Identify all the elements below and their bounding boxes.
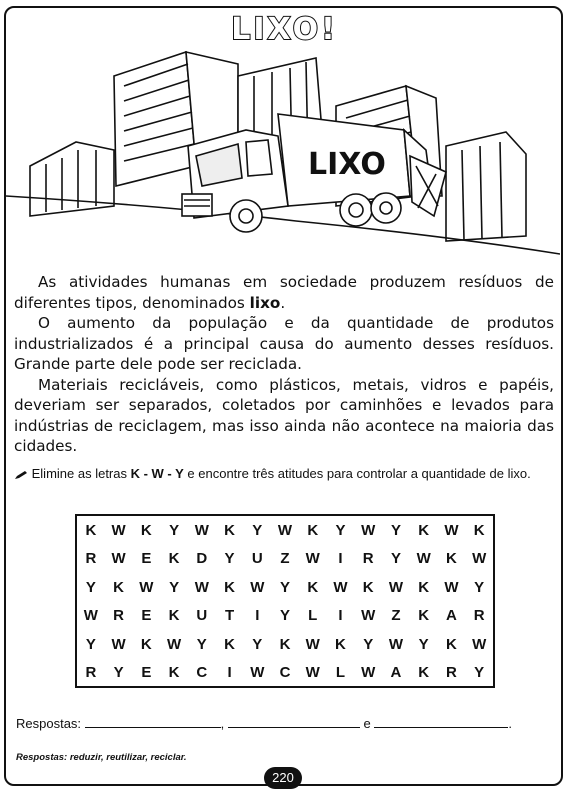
grid-letter: W <box>472 550 487 568</box>
grid-letter: W <box>166 635 182 653</box>
grid-letter: R <box>85 664 97 682</box>
grid-letter: W <box>388 578 404 596</box>
page-title: LIXO! <box>231 12 338 47</box>
grid-letter: Y <box>474 664 485 682</box>
grid-letter: K <box>224 578 235 596</box>
grid-letter: R <box>113 607 125 625</box>
grid-letter: R <box>445 664 457 682</box>
grid-letter: D <box>196 550 208 568</box>
page-number: 220 <box>264 767 302 789</box>
grid-letter: E <box>141 664 152 682</box>
grid-letter: R <box>85 550 97 568</box>
grid-letter: W <box>361 664 376 682</box>
grid-letter: Y <box>280 578 291 596</box>
grid-letter: C <box>279 664 291 682</box>
grid-letter: Y <box>169 521 180 539</box>
grid-letter: W <box>139 578 154 596</box>
answer-field-2[interactable] <box>228 726 360 728</box>
paragraph-2: O aumento da população e da quantidade de produtos industrializados é a principal causa do aumento desses resíduos. Grande parte dele pode ser reciclada. <box>14 314 554 373</box>
grid-letter: Y <box>418 635 429 653</box>
grid-letter: K <box>445 635 457 653</box>
grid-letter: W <box>111 635 126 653</box>
grid-row <box>77 630 493 659</box>
grid-row <box>77 573 493 602</box>
grid-letter: K <box>473 521 485 539</box>
grid-letter: K <box>335 635 346 653</box>
answers-label: Respostas: <box>16 716 82 731</box>
grid-letter: Y <box>252 521 263 539</box>
grid-letter: L <box>308 607 318 625</box>
grid-letter: Y <box>363 635 374 653</box>
grid-letter: E <box>141 607 152 625</box>
grid-letter: U <box>196 607 208 625</box>
grid-letter: W <box>305 664 320 682</box>
grid-letter: Y <box>85 635 96 653</box>
answer-field-1[interactable] <box>85 726 221 728</box>
grid-letter: W <box>111 550 126 568</box>
garbage-truck-city-illustration <box>6 46 560 258</box>
answer-conjunction: e <box>363 716 371 731</box>
grid-letter: Y <box>280 607 291 625</box>
grid-letter: U <box>251 550 263 568</box>
grid-letter: W <box>305 635 320 653</box>
grid-letter: W <box>472 635 487 653</box>
grid-letter: K <box>224 521 235 539</box>
grid-letter: Y <box>224 550 235 568</box>
grid-letter: K <box>168 550 180 568</box>
grid-letter: I <box>338 607 343 625</box>
grid-letter: Z <box>280 550 290 568</box>
answer-separator: , <box>220 716 225 731</box>
grid-letter: E <box>141 550 152 568</box>
paragraph-1-bold: lixo <box>249 293 281 312</box>
grid-letter: W <box>305 550 320 568</box>
paragraph-1-text: As atividades humanas em sociedade produzem resíduos de diferentes tipos, denominados <box>14 273 554 312</box>
grid-letter: W <box>333 578 348 596</box>
grid-letter: W <box>194 578 209 596</box>
grid-letter: Y <box>474 578 485 596</box>
grid-letter: K <box>113 578 125 596</box>
grid-letter: K <box>418 607 430 625</box>
grid-letter: Y <box>113 664 124 682</box>
grid-letter: Y <box>335 521 346 539</box>
grid-letter: Y <box>169 578 180 596</box>
answer-key: Respostas: reduzir, reutilizar, reciclar. <box>16 752 187 763</box>
grid-letter: R <box>473 607 485 625</box>
grid-letter: W <box>277 521 293 539</box>
instruction-text-end: e encontre três atitudes para controlar a quantidade de lixo. <box>183 466 531 481</box>
grid-letter: K <box>307 578 319 596</box>
grid-letter: K <box>418 521 430 539</box>
grid-letter: K <box>418 664 430 682</box>
grid-letter: C <box>196 664 208 682</box>
answers-line <box>16 716 556 731</box>
instruction <box>14 465 554 482</box>
letter-grid <box>75 514 495 688</box>
grid-letter: K <box>224 635 235 653</box>
grid-letter: K <box>445 550 457 568</box>
intro-text <box>14 272 554 457</box>
grid-row <box>77 545 493 574</box>
paragraph-1 <box>14 272 554 313</box>
paragraph-3: Materiais recicláveis, como plásticos, metais, vidros e papéis, deveriam ser separados, coletados por caminhões e levados para indústrias de reciclagem, mas isso ainda não acontece na maioria das cidades. <box>14 375 554 455</box>
grid-letter: W <box>444 521 459 539</box>
grid-letter: Y <box>390 550 401 568</box>
grid-letter: K <box>307 521 319 539</box>
grid-row <box>77 659 493 688</box>
grid-letter: K <box>279 635 291 653</box>
grid-row <box>77 602 493 631</box>
grid-letter: T <box>224 607 235 625</box>
grid-letter: K <box>85 521 97 539</box>
grid-letter: W <box>361 607 376 625</box>
pencil-icon <box>14 470 28 480</box>
grid-letter: L <box>335 664 346 682</box>
grid-letter: A <box>445 607 457 625</box>
answer-field-3[interactable] <box>374 726 508 728</box>
grid-letter: K <box>140 521 152 539</box>
grid-letter: Z <box>391 607 401 625</box>
grid-letter: Y <box>252 635 263 653</box>
paragraph-1-end: . <box>280 293 286 312</box>
grid-letter: W <box>444 578 459 596</box>
truck-label: LIXO <box>308 147 386 182</box>
grid-letter: W <box>194 521 209 539</box>
answer-end: . <box>508 716 513 731</box>
grid-letter: W <box>111 521 126 539</box>
instruction-text: Elimine as letras <box>31 466 131 481</box>
grid-row <box>77 516 493 545</box>
grid-letter: R <box>362 550 374 568</box>
grid-letter: W <box>361 521 376 539</box>
grid-letter: K <box>418 578 430 596</box>
grid-letter: W <box>250 578 265 596</box>
grid-letter: K <box>168 607 180 625</box>
grid-letter: W <box>250 664 265 682</box>
grid-letter: I <box>227 664 232 682</box>
grid-letter: I <box>338 550 343 568</box>
grid-letter: W <box>416 550 431 568</box>
grid-letter: Y <box>196 635 207 653</box>
grid-letter: Y <box>390 521 401 539</box>
grid-letter: W <box>388 635 404 653</box>
grid-letter: K <box>168 664 180 682</box>
grid-letter: A <box>390 664 402 682</box>
grid-letter: K <box>140 635 152 653</box>
grid-letter: K <box>362 578 374 596</box>
grid-letter: Y <box>85 578 96 596</box>
grid-letter: I <box>255 607 260 625</box>
grid-letter: W <box>83 607 98 625</box>
instruction-letters: K - W - Y <box>130 466 184 481</box>
